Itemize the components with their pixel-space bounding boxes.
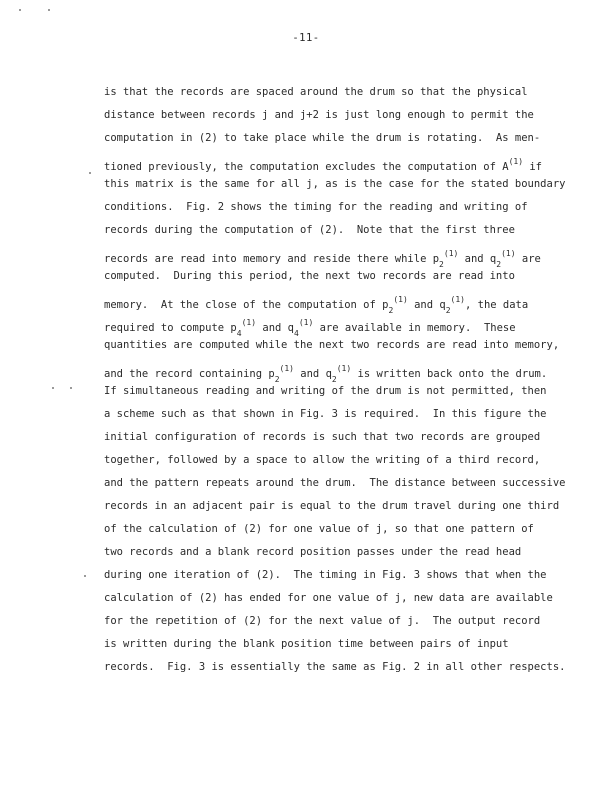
text-span: and q xyxy=(256,322,294,334)
page-number: -11- xyxy=(292,32,320,44)
text-line: quantities are computed while the next two records are read into memory, xyxy=(104,339,560,351)
text-line: is written during the blank position time between pairs of input xyxy=(104,638,509,650)
text-line: a scheme such as that shown in Fig. 3 is required. In this figure the xyxy=(104,408,547,420)
body-text xyxy=(104,84,566,682)
text-line xyxy=(104,291,560,314)
superscript: (1) xyxy=(501,249,516,258)
text-line: is that the records are spaced around the drum so that the physical xyxy=(104,86,528,98)
text-line: for the repetition of (2) for the next value of j. The output record xyxy=(104,615,541,627)
text-span: memory. At the close of the computation of p xyxy=(104,299,389,311)
text-span: are available in memory. These xyxy=(313,322,516,334)
text-line: records in an adjacent pair is equal to the drum travel during one third xyxy=(104,500,560,512)
superscript: (1) xyxy=(336,364,352,373)
text-span: and q xyxy=(407,299,446,311)
subscript: 2 xyxy=(496,260,502,269)
scan-speck xyxy=(84,575,86,577)
superscript: (1) xyxy=(393,295,408,304)
superscript: (1) xyxy=(508,157,524,166)
text-span: and the record containing p xyxy=(104,368,275,380)
text-line: records. Fig. 3 is essentially the same as Fig. 2 in all other respects. xyxy=(104,661,566,673)
text-span: are xyxy=(515,253,541,265)
superscript: (1) xyxy=(298,318,314,327)
scan-speck xyxy=(19,9,21,11)
text-span: and q xyxy=(458,253,497,265)
subscript: 2 xyxy=(331,375,337,384)
superscript: (1) xyxy=(443,249,459,258)
text-line: computation in (2) to take place while the drum is rotating. As men- xyxy=(104,132,541,144)
text-line: records during the computation of (2). Note that the first three xyxy=(104,224,515,236)
subscript: 4 xyxy=(236,329,242,338)
text-span: if xyxy=(523,161,542,173)
superscript: (1) xyxy=(450,295,465,304)
text-span: records are read into memory and reside there while p xyxy=(104,253,440,265)
text-line xyxy=(104,153,560,176)
superscript: (1) xyxy=(241,318,257,327)
subscript: 2 xyxy=(388,306,394,315)
subscript: 2 xyxy=(439,260,444,269)
subscript: 2 xyxy=(445,306,451,315)
text-line: initial configuration of records is such that two records are grouped xyxy=(104,431,541,443)
subscript: 4 xyxy=(293,329,299,338)
text-span: required to compute p xyxy=(104,322,237,334)
text-line: calculation of (2) has ended for one value of j, new data are available xyxy=(104,592,553,604)
text-line xyxy=(104,245,560,268)
text-line: distance between records j and j+2 is just long enough to permit the xyxy=(104,109,534,121)
scan-speck xyxy=(89,172,91,174)
text-line: If simultaneous reading and writing of the drum is not permitted, then xyxy=(104,385,547,397)
text-line xyxy=(104,360,560,383)
text-line: and the pattern repeats around the drum. The distance between successive xyxy=(104,477,566,489)
text-line: this matrix is the same for all j, as is the case for the stated boundary xyxy=(104,178,566,190)
text-span: and q xyxy=(293,368,332,380)
text-line: of the calculation of (2) for one value of j, so that one pattern of xyxy=(104,523,534,535)
text-line xyxy=(104,314,560,337)
scan-speck xyxy=(48,9,50,11)
text-line: together, followed by a space to allow the writing of a third record, xyxy=(104,454,541,466)
text-span: is written back onto the drum. xyxy=(351,368,548,380)
text-line: conditions. Fig. 2 shows the timing for the reading and writing of xyxy=(104,201,528,213)
subscript: 2 xyxy=(274,375,280,384)
text-span: tioned previously, the computation excludes the computation of A xyxy=(104,161,509,173)
superscript: (1) xyxy=(279,364,294,373)
text-line: computed. During this period, the next two records are read into xyxy=(104,270,515,282)
scan-speck xyxy=(70,387,72,389)
text-line: two records and a blank record position passes under the read head xyxy=(104,546,522,558)
scan-speck xyxy=(52,387,54,389)
text-span: , the data xyxy=(464,299,529,311)
text-line: during one iteration of (2). The timing in Fig. 3 shows that when the xyxy=(104,569,547,581)
